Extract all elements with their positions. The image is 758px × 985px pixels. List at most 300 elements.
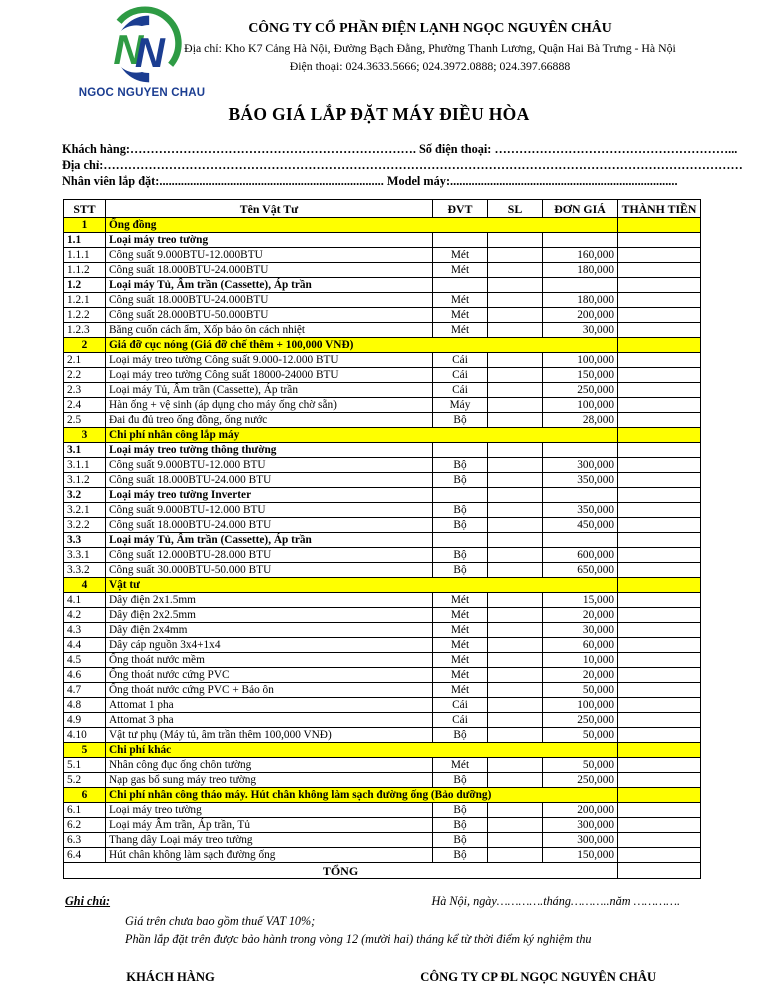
cell-name: Vật tư phụ (Máy tủ, âm trần thêm 100,000 VNĐ)	[106, 728, 433, 743]
cell-total	[618, 728, 701, 743]
cell-qty	[488, 518, 543, 533]
cell-price	[543, 443, 618, 458]
cell-stt: 1.2.1	[64, 293, 106, 308]
cell-stt: 3	[64, 428, 106, 443]
cell-qty	[488, 548, 543, 563]
cell-unit: Cái	[433, 353, 488, 368]
cell-total	[618, 443, 701, 458]
cell-price: 180,000	[543, 263, 618, 278]
cell-qty	[488, 683, 543, 698]
cell-total	[618, 473, 701, 488]
cell-qty	[488, 773, 543, 788]
cell-name: Công suất 18.000BTU-24.000BTU	[106, 263, 433, 278]
cell-stt: 4.1	[64, 593, 106, 608]
cell-unit: Cái	[433, 713, 488, 728]
cell-price	[543, 488, 618, 503]
cell-stt: 2.3	[64, 383, 106, 398]
cell-qty	[488, 488, 543, 503]
cell-qty	[488, 473, 543, 488]
cell-qty	[488, 308, 543, 323]
cell-stt: 3.2	[64, 488, 106, 503]
cell-stt: 6	[64, 788, 106, 803]
cell-stt: 3.1.2	[64, 473, 106, 488]
cell-name: Ống thoát nước cứng PVC	[106, 668, 433, 683]
cell-price: 200,000	[543, 308, 618, 323]
cell-total	[618, 548, 701, 563]
note-vat: Giá trên chưa bao gồm thuế VAT 10%;	[125, 914, 316, 928]
company-address: Địa chỉ: Kho K7 Cảng Hà Nội, Đường Bạch Đằng, Phường Thanh Lương, Quận Hai Bà Trưng - Hà Nội	[184, 41, 676, 55]
cell-unit: Bộ	[433, 848, 488, 863]
cell-price: 28,000	[543, 413, 618, 428]
notes-title: Ghi chú:	[65, 894, 111, 908]
cell-stt: 2.2	[64, 368, 106, 383]
document-header	[0, 0, 758, 112]
table-row-3.2.1	[64, 503, 701, 518]
table-row-6	[64, 788, 701, 803]
cell-stt: 6.1	[64, 803, 106, 818]
cell-price: 150,000	[543, 848, 618, 863]
cell-stt: 2.5	[64, 413, 106, 428]
table-row-4	[64, 578, 701, 593]
cell-qty	[488, 803, 543, 818]
signature-customer: KHÁCH HÀNG	[126, 970, 215, 984]
cell-name: Loại máy Tủ, Âm trần (Cassette), Áp trần	[106, 533, 433, 548]
cell-total	[618, 353, 701, 368]
cell-price: 350,000	[543, 473, 618, 488]
cell-unit: Cái	[433, 698, 488, 713]
cell-price: 600,000	[543, 548, 618, 563]
page-title: BÁO GIÁ LẮP ĐẶT MÁY ĐIỀU HÒA	[228, 104, 530, 124]
cell-total	[618, 278, 701, 293]
cell-price: 160,000	[543, 248, 618, 263]
table-row-5.2	[64, 773, 701, 788]
cell-section-title: Chi phí nhân công lắp máy	[106, 428, 618, 443]
table-row-3.1.1	[64, 458, 701, 473]
table-row-2	[64, 338, 701, 353]
cell-section-title: Chi phí nhân công tháo máy. Hút chân không làm sạch đường ống (Bảo dưỡng)	[106, 788, 618, 803]
cell-stt: 6.2	[64, 818, 106, 833]
cell-total	[618, 308, 701, 323]
cell-total	[618, 293, 701, 308]
cell-unit	[433, 278, 488, 293]
svg-text:N: N	[113, 26, 144, 74]
cell-total	[618, 248, 701, 263]
cell-stt: 3.3.2	[64, 563, 106, 578]
cell-stt: 4.7	[64, 683, 106, 698]
cell-qty	[488, 353, 543, 368]
cell-name: Công suất 12.000BTU-28.000 BTU	[106, 548, 433, 563]
cell-price: 300,000	[543, 458, 618, 473]
table-row-1.1	[64, 233, 701, 248]
table-row-4.6	[64, 668, 701, 683]
table-row-1	[64, 218, 701, 233]
cell-price: 250,000	[543, 383, 618, 398]
cell-total	[618, 323, 701, 338]
cell-qty	[488, 698, 543, 713]
cell-qty	[488, 563, 543, 578]
cell-unit: Mét	[433, 308, 488, 323]
cell-price: 50,000	[543, 758, 618, 773]
cell-stt: 1.2	[64, 278, 106, 293]
col-header-stt: STT	[64, 200, 106, 218]
cell-qty	[488, 833, 543, 848]
table-row-2.3	[64, 383, 701, 398]
form-line-customer-phone: Khách hàng:……………………………………………………………. Số điện thoại: …………………………………………………...	[62, 142, 738, 156]
cell-qty	[488, 653, 543, 668]
cell-price: 350,000	[543, 503, 618, 518]
cell-qty	[488, 443, 543, 458]
table-row-4.3	[64, 623, 701, 638]
form-line-address: Địa chỉ:…………………………………………………………………………………………………………………………………………	[62, 158, 743, 172]
cell-stt: 5.1	[64, 758, 106, 773]
cell-qty	[488, 818, 543, 833]
cell-total	[618, 713, 701, 728]
cell-name: Công suất 18.000BTU-24.000 BTU	[106, 518, 433, 533]
cell-unit: Bộ	[433, 818, 488, 833]
note-warranty: Phần lắp đặt trên được bảo hành trong vòng 12 (mười hai) tháng kể từ thời điểm ký nghiệm thu	[125, 931, 592, 946]
cell-unit: Cái	[433, 368, 488, 383]
cell-stt: 5	[64, 743, 106, 758]
company-logo	[78, 12, 206, 99]
cell-stt: 6.3	[64, 833, 106, 848]
cell-qty	[488, 503, 543, 518]
cell-total	[618, 533, 701, 548]
cell-unit	[433, 443, 488, 458]
cell-total	[618, 488, 701, 503]
cell-price: 450,000	[543, 518, 618, 533]
cell-price: 300,000	[543, 833, 618, 848]
cell-name: Loại máy treo tường Inverter	[106, 488, 433, 503]
cell-name: Công suất 28.000BTU-50.000BTU	[106, 308, 433, 323]
cell-unit: Bộ	[433, 563, 488, 578]
cell-section-title: Vật tư	[106, 578, 618, 593]
col-header-don-gia: ĐƠN GIÁ	[543, 200, 618, 218]
cell-price: 100,000	[543, 398, 618, 413]
cell-price: 100,000	[543, 353, 618, 368]
table-row-1.1.1	[64, 248, 701, 263]
cell-total	[618, 563, 701, 578]
cell-stt: 1.2.2	[64, 308, 106, 323]
cell-name: Công suất 9.000BTU-12.000 BTU	[106, 503, 433, 518]
cell-total	[618, 263, 701, 278]
cell-total	[618, 458, 701, 473]
cell-unit: Bộ	[433, 773, 488, 788]
cell-stt: 3.2.2	[64, 518, 106, 533]
table-row-4.9	[64, 713, 701, 728]
cell-qty	[488, 713, 543, 728]
cell-unit: Mét	[433, 668, 488, 683]
cell-unit: Bộ	[433, 803, 488, 818]
cell-price: 250,000	[543, 713, 618, 728]
table-row-total	[64, 863, 701, 879]
cell-unit: Mét	[433, 323, 488, 338]
table-row-6.2	[64, 818, 701, 833]
cell-name: Attomat 1 pha	[106, 698, 433, 713]
cell-unit: Mét	[433, 623, 488, 638]
cell-name: Loại máy treo tường	[106, 233, 433, 248]
cell-name: Ống thoát nước cứng PVC + Bảo ôn	[106, 683, 433, 698]
cell-qty	[488, 533, 543, 548]
cell-price: 150,000	[543, 368, 618, 383]
cell-name: Dây điện 2x2.5mm	[106, 608, 433, 623]
cell-total	[618, 608, 701, 623]
cell-name: Ống thoát nước mềm	[106, 653, 433, 668]
table-row-4.1	[64, 593, 701, 608]
cell-total	[618, 743, 701, 758]
cell-name: Nhân công đục ống chôn tường	[106, 758, 433, 773]
cell-total	[618, 218, 701, 233]
cell-qty	[488, 323, 543, 338]
cell-total	[618, 383, 701, 398]
cell-stt: 4.6	[64, 668, 106, 683]
cell-total	[618, 428, 701, 443]
cell-stt: 6.4	[64, 848, 106, 863]
notes-block	[0, 913, 758, 948]
cell-unit: Máy	[433, 398, 488, 413]
cell-qty	[488, 668, 543, 683]
cell-qty	[488, 398, 543, 413]
cell-stt: 1.1	[64, 233, 106, 248]
document-footer	[0, 894, 758, 985]
company-name: CÔNG TY CỔ PHẦN ĐIỆN LẠNH NGỌC NGUYÊN CHÂU	[248, 20, 612, 35]
cell-name: Công suất 18.000BTU-24.000BTU	[106, 293, 433, 308]
table-row-1.1.2	[64, 263, 701, 278]
cell-qty	[488, 758, 543, 773]
cell-stt: 4.4	[64, 638, 106, 653]
cell-total	[618, 653, 701, 668]
cell-unit: Bộ	[433, 458, 488, 473]
cell-total	[618, 683, 701, 698]
table-row-4.2	[64, 608, 701, 623]
cell-name: Công suất 30.000BTU-50.000 BTU	[106, 563, 433, 578]
logo-nn-icon	[99, 12, 185, 86]
cell-unit: Mét	[433, 653, 488, 668]
table-row-5.1	[64, 758, 701, 773]
cell-name: Loại máy Âm trần, Áp trần, Tủ	[106, 818, 433, 833]
price-table	[63, 199, 701, 879]
cell-total	[618, 578, 701, 593]
cell-section-title: Giá đỡ cục nóng (Giá đỡ chế thêm + 100,000 VNĐ)	[106, 338, 618, 353]
cell-total	[618, 368, 701, 383]
table-row-1.2.1	[64, 293, 701, 308]
cell-qty	[488, 293, 543, 308]
cell-stt: 3.2.1	[64, 503, 106, 518]
cell-unit: Mét	[433, 683, 488, 698]
cell-price	[543, 233, 618, 248]
cell-unit: Mét	[433, 248, 488, 263]
cell-stt: 4.5	[64, 653, 106, 668]
cell-stt: 1.1.2	[64, 263, 106, 278]
col-header-dvt: ĐVT	[433, 200, 488, 218]
cell-qty	[488, 623, 543, 638]
cell-name: Attomat 3 pha	[106, 713, 433, 728]
col-header-sl: SL	[488, 200, 543, 218]
table-row-6.3	[64, 833, 701, 848]
table-row-6.1	[64, 803, 701, 818]
cell-price: 10,000	[543, 653, 618, 668]
company-info	[170, 12, 690, 74]
table-row-3.3	[64, 533, 701, 548]
cell-price: 15,000	[543, 593, 618, 608]
table-row-3.3.1	[64, 548, 701, 563]
cell-unit: Bộ	[433, 473, 488, 488]
cell-unit: Mét	[433, 263, 488, 278]
logo-caption: NGOC NGUYEN CHAU	[78, 87, 206, 99]
cell-stt: 4.10	[64, 728, 106, 743]
cell-name: Thang dây Loại máy treo tường	[106, 833, 433, 848]
cell-price: 20,000	[543, 608, 618, 623]
table-row-4.7	[64, 683, 701, 698]
cell-unit: Bộ	[433, 413, 488, 428]
date-line: Hà Nội, ngày………….tháng………..năm ………….	[431, 894, 680, 908]
cell-name: Loại máy treo tường Công suất 9.000-12.000 BTU	[106, 353, 433, 368]
cell-total	[618, 518, 701, 533]
cell-price: 60,000	[543, 638, 618, 653]
cell-name: Đai đu đủ treo ống đồng, ống nước	[106, 413, 433, 428]
cell-stt: 1.1.1	[64, 248, 106, 263]
cell-qty	[488, 638, 543, 653]
cell-unit: Bộ	[433, 833, 488, 848]
cell-price: 20,000	[543, 668, 618, 683]
cell-stt: 1	[64, 218, 106, 233]
cell-unit	[433, 533, 488, 548]
cell-price: 180,000	[543, 293, 618, 308]
cell-qty	[488, 278, 543, 293]
cell-unit: Mét	[433, 293, 488, 308]
table-row-2.4	[64, 398, 701, 413]
cell-unit: Bộ	[433, 728, 488, 743]
cell-price: 650,000	[543, 563, 618, 578]
table-row-3.3.2	[64, 563, 701, 578]
cell-stt: 2.1	[64, 353, 106, 368]
cell-stt: 4.3	[64, 623, 106, 638]
cell-name: Công suất 18.000BTU-24.000 BTU	[106, 473, 433, 488]
table-row-4.8	[64, 698, 701, 713]
cell-total	[618, 773, 701, 788]
cell-stt: 2	[64, 338, 106, 353]
table-row-1.2	[64, 278, 701, 293]
table-row-3.2.2	[64, 518, 701, 533]
cell-price	[543, 278, 618, 293]
cell-price: 30,000	[543, 623, 618, 638]
cell-name: Dây cáp nguồn 3x4+1x4	[106, 638, 433, 653]
cell-qty	[488, 728, 543, 743]
cell-price: 200,000	[543, 803, 618, 818]
cell-unit	[433, 233, 488, 248]
cell-name: Dây điện 2x4mm	[106, 623, 433, 638]
table-row-3.2	[64, 488, 701, 503]
cell-name: Loại máy Tủ, Âm trần (Cassette), Áp trần	[106, 278, 433, 293]
cell-qty	[488, 608, 543, 623]
cell-stt: 3.3	[64, 533, 106, 548]
cell-section-title: Chi phí khác	[106, 743, 618, 758]
table-row-6.4	[64, 848, 701, 863]
cell-stt: 4	[64, 578, 106, 593]
cell-unit	[433, 488, 488, 503]
cell-unit: Mét	[433, 608, 488, 623]
svg-text:N: N	[134, 28, 165, 76]
cell-total	[618, 668, 701, 683]
cell-stt: 3.3.1	[64, 548, 106, 563]
cell-unit: Mét	[433, 758, 488, 773]
cell-price: 50,000	[543, 728, 618, 743]
cell-stt: 4.2	[64, 608, 106, 623]
cell-total	[618, 818, 701, 833]
cell-unit: Bộ	[433, 518, 488, 533]
cell-total	[618, 593, 701, 608]
cell-stt: 2.4	[64, 398, 106, 413]
cell-qty	[488, 383, 543, 398]
cell-unit: Mét	[433, 638, 488, 653]
cell-qty	[488, 848, 543, 863]
cell-name: Nạp gas bổ sung máy treo tường	[106, 773, 433, 788]
cell-price: 50,000	[543, 683, 618, 698]
customer-form	[62, 141, 743, 189]
cell-total	[618, 398, 701, 413]
cell-stt: 4.8	[64, 698, 106, 713]
table-row-2.2	[64, 368, 701, 383]
cell-total	[618, 848, 701, 863]
cell-total	[618, 623, 701, 638]
cell-stt: 4.9	[64, 713, 106, 728]
cell-price: 250,000	[543, 773, 618, 788]
table-row-4.4	[64, 638, 701, 653]
cell-qty	[488, 248, 543, 263]
cell-total	[618, 758, 701, 773]
cell-price: 30,000	[543, 323, 618, 338]
cell-name: Băng cuốn cách ẩm, Xốp bảo ôn cách nhiệt	[106, 323, 433, 338]
table-row-1.2.3	[64, 323, 701, 338]
cell-price: 100,000	[543, 698, 618, 713]
table-row-3.1	[64, 443, 701, 458]
cell-stt: 3.1.1	[64, 458, 106, 473]
cell-total	[618, 803, 701, 818]
signature-company: CÔNG TY CP ĐL NGỌC NGUYÊN CHÂU	[420, 970, 657, 984]
cell-qty	[488, 458, 543, 473]
cell-unit: Bộ	[433, 548, 488, 563]
cell-stt: 5.2	[64, 773, 106, 788]
table-row-4.10	[64, 728, 701, 743]
cell-total	[618, 833, 701, 848]
cell-name: Loại máy treo tường	[106, 803, 433, 818]
table-row-5	[64, 743, 701, 758]
cell-total	[618, 503, 701, 518]
table-row-4.5	[64, 653, 701, 668]
table-row-3.1.2	[64, 473, 701, 488]
cell-total-value	[618, 863, 701, 879]
table-header-row	[64, 200, 701, 218]
cell-qty	[488, 233, 543, 248]
cell-price: 300,000	[543, 818, 618, 833]
col-header-ten-vat-tu: Tên Vật Tư	[106, 200, 433, 218]
cell-name: Hàn ống + vệ sinh (áp dụng cho máy ống chờ sẵn)	[106, 398, 433, 413]
table-row-2.5	[64, 413, 701, 428]
cell-total	[618, 338, 701, 353]
cell-stt: 3.1	[64, 443, 106, 458]
table-row-1.2.2	[64, 308, 701, 323]
cell-qty	[488, 593, 543, 608]
cell-total-label: TỔNG	[64, 863, 618, 879]
cell-price	[543, 533, 618, 548]
cell-name: Loại máy treo tường Công suất 18000-24000 BTU	[106, 368, 433, 383]
cell-name: Dây điện 2x1.5mm	[106, 593, 433, 608]
cell-name: Công suất 9.000BTU-12.000BTU	[106, 248, 433, 263]
cell-qty	[488, 413, 543, 428]
table-row-2.1	[64, 353, 701, 368]
cell-stt: 1.2.3	[64, 323, 106, 338]
cell-qty	[488, 263, 543, 278]
cell-qty	[488, 368, 543, 383]
